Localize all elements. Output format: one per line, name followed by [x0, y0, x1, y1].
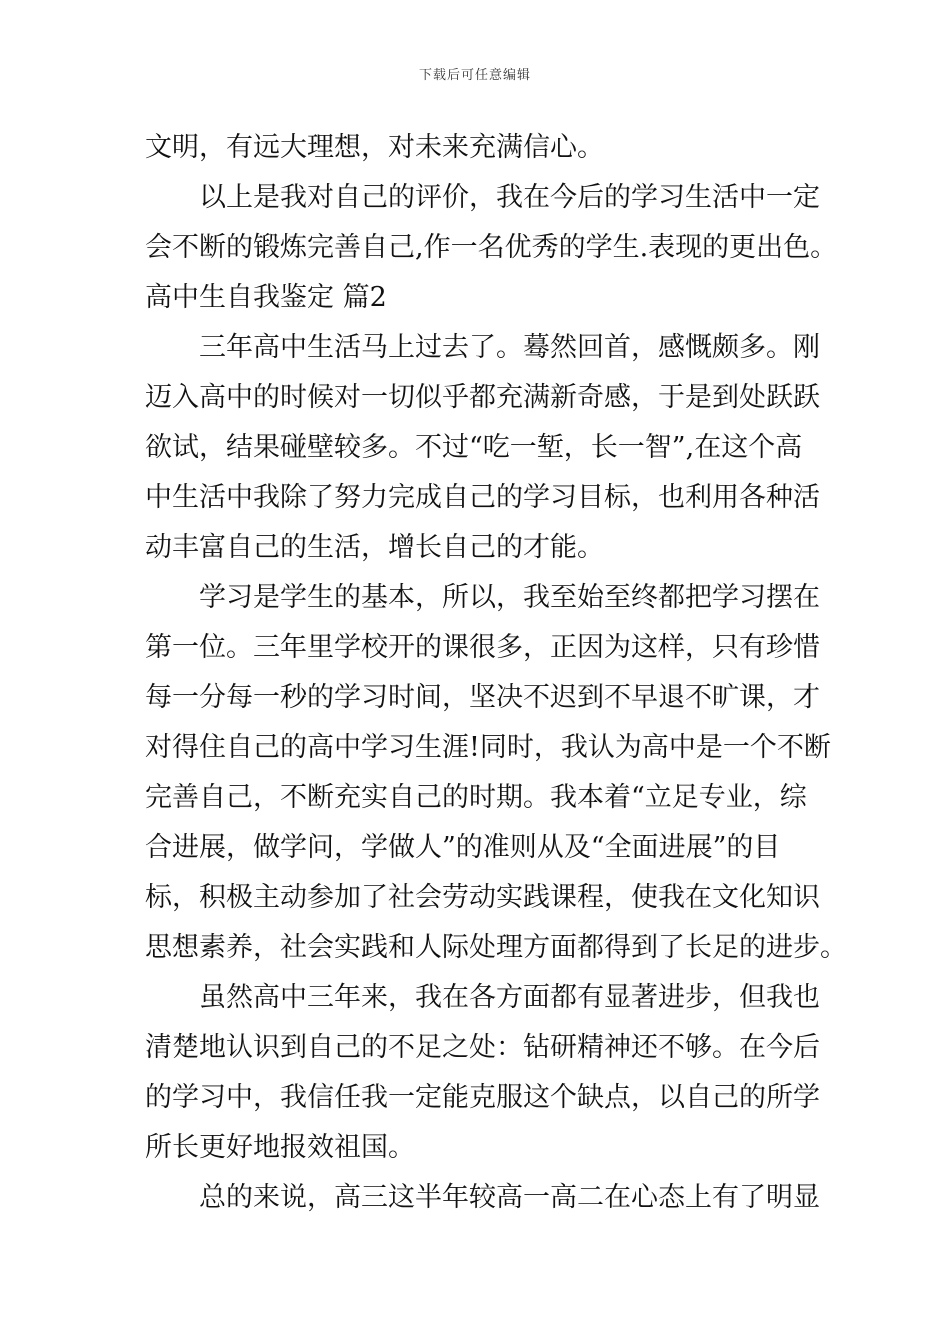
text-line: 所长更好地报效祖国。 — [145, 1132, 415, 1163]
text-line: 对得住自己的高中学习生涯!同时，我认为高中是一个不断 — [145, 732, 831, 763]
text-line: 欲试，结果碰壁较多。不过“吃一堑，长一智”,在这个高 — [145, 432, 803, 463]
text-line: 标，积极主动参加了社会劳动实践课程，使我在文化知识 — [145, 882, 820, 913]
paragraph-first-line: 学习是学生的基本，所以，我至始至终都把学习摆在 — [199, 582, 820, 613]
text-line: 思想素养，社会实践和人际处理方面都得到了长足的进步。 — [145, 932, 847, 963]
paragraph-first-line: 三年高中生活马上过去了。蓦然回首，感慨颇多。刚 — [199, 332, 820, 363]
text-line: 中生活中我除了努力完成自己的学习目标，也利用各种活 — [145, 482, 820, 513]
text-line: 会不断的锻炼完善自己,作一名优秀的学生.表现的更出色。 — [145, 232, 838, 263]
paragraph-first-line: 以上是我对自己的评价，我在今后的学习生活中一定 — [199, 182, 820, 213]
text-line: 迈入高中的时候对一切似乎都充满新奇感，于是到处跃跃 — [145, 382, 820, 413]
section-heading: 高中生自我鉴定 篇2 — [145, 282, 387, 313]
text-line: 动丰富自己的生活，增长自己的才能。 — [145, 532, 604, 563]
text-line: 每一分每一秒的学习时间，坚决不迟到不早退不旷课，才 — [145, 682, 820, 713]
paragraph-first-line: 总的来说，高三这半年较高一高二在心态上有了明显 — [199, 1182, 820, 1213]
text-line: 第一位。三年里学校开的课很多，正因为这样，只有珍惜 — [145, 632, 820, 663]
paragraph-first-line: 虽然高中三年来，我在各方面都有显著进步，但我也 — [199, 982, 820, 1013]
text-line: 的学习中，我信任我一定能克服这个缺点，以自己的所学 — [145, 1082, 820, 1113]
text-line: 合进展，做学问，学做人”的准则从及“全面进展”的目 — [145, 832, 781, 863]
text-line: 清楚地认识到自己的不足之处：钻研精神还不够。在今后 — [145, 1032, 820, 1063]
page-header: 下载后可任意编辑 — [418, 68, 531, 83]
text-line: 完善自己，不断充实自己的时期。我本着“立足专业，综 — [145, 782, 807, 813]
text-line: 文明，有远大理想，对未来充满信心。 — [145, 132, 604, 163]
